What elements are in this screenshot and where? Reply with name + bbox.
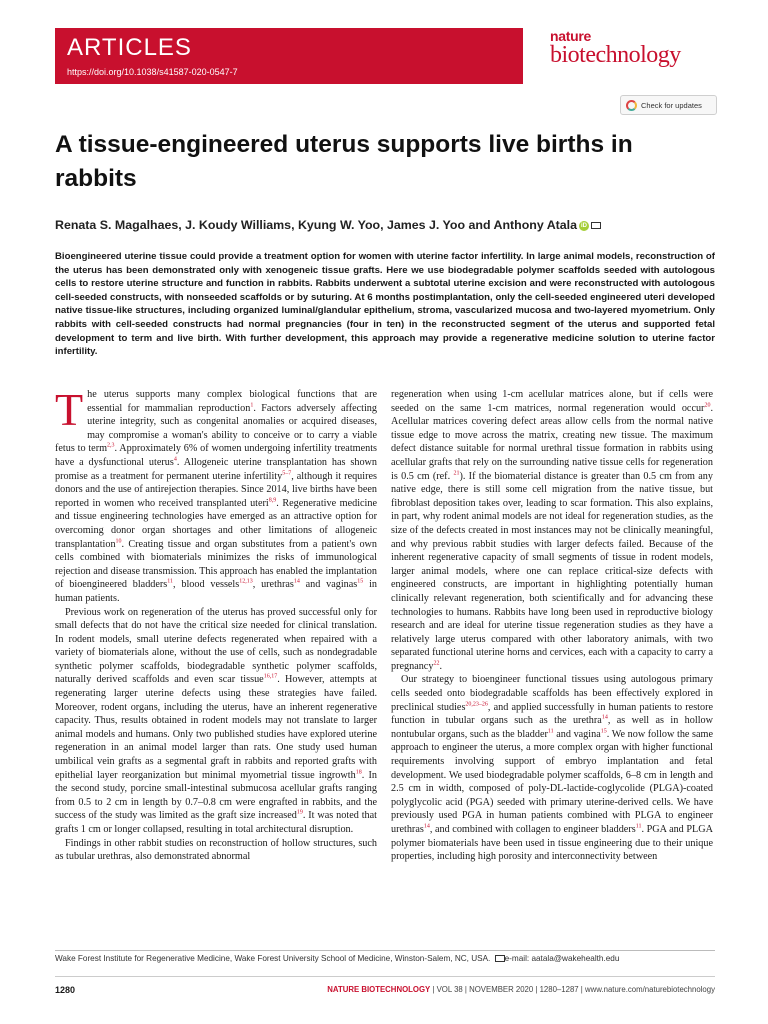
author-list	[55, 218, 715, 232]
author-names: Renata S. Magalhaes, J. Koudy Williams, Kyung W. Yoo, James J. Yoo and Anthony Atala	[55, 218, 578, 232]
citation[interactable]: 11	[635, 823, 642, 830]
body-column-right	[391, 388, 713, 864]
article-type-label: ARTICLES	[67, 34, 192, 61]
orcid-icon[interactable]: iD	[581, 222, 588, 229]
email-icon	[495, 955, 505, 962]
citation[interactable]: 1	[250, 402, 254, 409]
citation[interactable]: 14	[293, 578, 300, 585]
journal-logo	[550, 28, 710, 66]
citation[interactable]: 2,3	[107, 442, 115, 449]
check-for-updates-label: Check for updates	[641, 100, 702, 110]
citation[interactable]: 11	[547, 728, 554, 735]
citation[interactable]: 14	[423, 823, 430, 830]
footer-details[interactable]: | VOL 38 | NOVEMBER 2020 | 1280–1287 | www.nature.com/naturebiotechnology	[430, 985, 715, 994]
citation[interactable]: 15	[600, 728, 607, 735]
citation[interactable]: 20,23–26	[465, 701, 488, 708]
paragraph: Previous work on regeneration of the uterus has proved successful only for small defects that do not have the critical size needed for clinical translation. In rodent models, small uterine defects regenerated when repaired with a variety of biomaterials alone, without the use of cells, such as nondegradable synthetic polymer scaffolds, biodegradable synthetic polymer scaffolds, naturally derived scaffolds and even scar tissue$^{16,17}$. However, attempts at regenerating larger uterine defects using these strategies have failed. Moreover, rodent organs, including the uterus, have an inherent regenerative capacity. Thus, results obtained in rodent models may not translate to larger animal models and humans. Only two published studies have explored uterine regeneration in an animal model larger than rats. One study used human umbilical vein grafts as a segmental graft in rabbits and reported grafts with epithelial layer reorganization but minimal myometrial tissue ingrowth$^{18}$. In the second study, porcine small-intestinal submucosa acellular grafts ranging from 0.5 to 2 cm in length by 0.7–0.8 cm were engrafted in rabbits, and the success of the study was limited as the graft size increased$^{19}$. It was noted that grafts 1 cm or longer collapsed, resulting in total architectural disruption.	[55, 606, 377, 835]
footer-journal-name: NATURE BIOTECHNOLOGY	[327, 985, 431, 994]
check-for-updates-button[interactable]	[620, 95, 717, 115]
page-number: 1280	[55, 985, 76, 995]
affiliation-divider	[55, 950, 715, 951]
journal-logo-line1: nature	[550, 28, 591, 44]
abstract: Bioengineered uterine tissue could provide a treatment option for women with uterine factor infertility. In large animal models, reconstruction of the uterus has been demonstrated only with xenogeneic tissue grafts. Here we use biodegradable polymer scaffolds seeded with autologous cells to restore uterine structure and function in rabbits. Rabbits underwent a subtotal uterine excision and were reconstructed with autologous cell-seeded constructs, with nonseeded scaffolds or by suturing. At 6 months postimplantation, only the cell-seeded engineered uteri developed native tissue-like structures, including organized luminal/glandular epithelium, stroma, vascularized mucosa and two-layered myometrium. Only rabbits with cell-seeded constructs had normal pregnancies (four in ten) in the reconstructed segment of the uterus and supported fetal development to term and live birth. With further development, this approach may provide a regenerative medicine solution to uterine factor infertility.	[55, 251, 715, 358]
journal-logo-line2: biotechnology	[550, 42, 681, 68]
citation[interactable]: 10	[115, 538, 122, 545]
crossmark-icon	[626, 100, 637, 111]
footer-divider	[55, 976, 715, 977]
citation[interactable]: 4	[173, 456, 177, 463]
paragraph: Our strategy to bioengineer functional tissues using autologous primary cells seeded onto biodegradable scaffolds has been effectively explored in preclinical studies$^{20,23-26}$, and applied successfully in human patients to restore function in tubular organs such as the urethra$^{14}$, as well as in hollow nontubular organs, such as the bladder$^{11}$ and vagina$^{15}$. We now follow the same approach to engineer the uterus, a more complex organ with higher functional requirements involving support of embryo implantation and fetal development. We used biodegradable polymer scaffolds, 6–8 cm in length and 2.5 cm in width, composed of poly-DL-lactide-coglycolide (PLGA)-coated polyglycolic acid (PGA) seeded with primary uterine-derived cells. We have previously used PGA in human patients combined with PLGA to engineer urethras$^{14}$, and combined with collagen to engineer bladders$^{11}$. PGA and PLGA polymer biomaterials have been used in tissue engineering due to their unique properties, including high porosity and interconnectivity between	[391, 674, 713, 863]
article-title: A tissue-engineered uterus supports live births in rabbits	[55, 131, 633, 192]
citation[interactable]: 11	[167, 578, 174, 585]
citation[interactable]: 22	[433, 660, 440, 667]
citation[interactable]: 15	[357, 578, 364, 585]
doi-link[interactable]: https://doi.org/10.1038/s41587-020-0547-7	[67, 67, 238, 77]
email-icon[interactable]	[591, 222, 601, 229]
body-column-left	[55, 384, 378, 864]
paragraph: regeneration when using 1-cm acellular matrices alone, but if cells were seeded on the same 1-cm matrices, normal regeneration would occur$^{20}$. Acellular matrices covering defect areas allow cells from the normal native tissue edge to move across the matrix, creating new tissue. The maximum defect distance suitable for normal urethral tissue formation in rabbits using acellular grafts that rely on the surrounding native tissue cells for regeneration is 0.5 cm (ref. $^{21}$). If the biomaterial distance is greater than 0.5 cm from any native edge, there is still some cell migration from the native tissue, but fibroblast deposition takes over, leading to scar formation. This also explains, in part, why rodent animal models are not ideal for regeneration studies, as the size of the defects created in most instances may not be clinically meaningful, and why previous rabbit studies with larger defects failed. Because of the inherent regenerative capacity of small segments of tissue in rodent models, larger animal models, where one can replace critical-size defects with engineered constructs, are important in highlighting potentially human clinically relevant regeneration, both scientifically and for advancing these technologies to humans. Rabbits have long been used in reproductive biology research and are ideal for uterine tissue regeneration studies as they have a relatively large uterus compared with other laboratory animals, with two separated functional uterine horns and cervices, each with a capacity to carry a pregnancy$^{22}$.	[391, 389, 713, 672]
citation[interactable]: 14	[601, 714, 608, 721]
article-type-banner	[55, 28, 523, 84]
affiliation-note	[55, 954, 725, 963]
citation[interactable]: 21	[453, 470, 460, 477]
citation[interactable]: 8,9	[268, 497, 277, 504]
citation[interactable]: 19	[296, 810, 303, 817]
affiliation-text: Wake Forest Institute for Regenerative Medicine, Wake Forest University School of Medicine, Winston-Salem, NC, USA.	[55, 954, 491, 963]
footer-citation	[320, 985, 715, 994]
email-label: e-mail:	[504, 954, 532, 963]
drop-cap: T	[55, 384, 84, 435]
citation[interactable]: 16,17	[263, 674, 278, 681]
citation[interactable]: 12,13	[239, 578, 253, 585]
citation[interactable]: 5–7	[282, 470, 292, 477]
citation[interactable]: 18	[355, 769, 362, 776]
paragraph: The uterus supports many complex biological functions that are essential for mammalian reproduction$^1$. Factors adversely affecting uterine integrity, such as congenital anomalies or acquired diseases, may compromise a woman's ability to conceive or to carry a viable fetus to term$^{2,3}$. Approximately 6% of women undergoing infertility treatments have a dysfunctional uterus$^4$. Allogeneic uterine transplantation has shown promise as a treatment for permanent uterine infertility$^{5-7}$, although it requires donors and the use of antirejection therapies. Since 2014, live births have been reported in women who received transplanted uteri$^{8,9}$. Regenerative medicine and tissue engineering technologies have emerged as an attractive option for overcoming donor organ shortages and other limitations of allogeneic transplantation$^{10}$. Creating tissue and organ substitutes from a patient's own cells combined with biomaterials minimizes the risks of immunological rejection and disease transmission. This approach has enabled the implantation of bioengineered bladders$^{11}$, blood vessels$^{12,13}$, urethras$^{14}$ and vaginas$^{15}$ in human patients.	[55, 384, 378, 604]
paragraph: Findings in other rabbit studies on reconstruction of hollow structures, such as tubular urethras, also demonstrated abnormal	[55, 837, 377, 863]
email-link[interactable]: aatala@wakehealth.edu	[531, 954, 620, 963]
citation[interactable]: 20	[704, 402, 711, 409]
